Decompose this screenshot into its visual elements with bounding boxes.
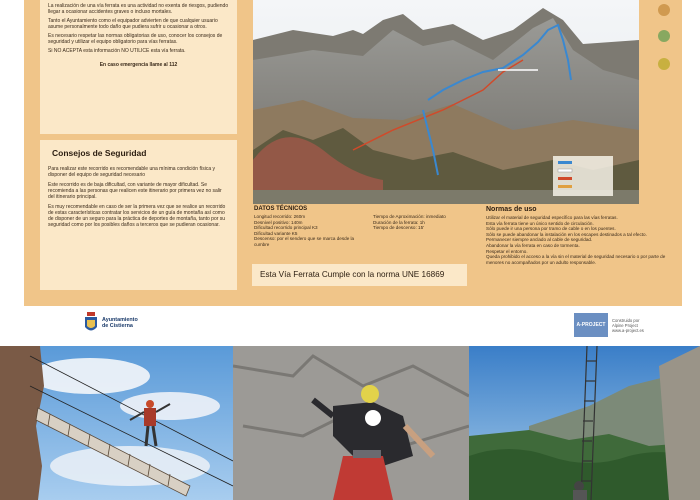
ladder-landscape-photo: [469, 346, 700, 500]
tech-item: Duración de la ferrata: 1h: [373, 219, 425, 225]
bridge-climber-photo: [0, 346, 233, 500]
tech-item: Descenso: por el sendero que se marca desde la cumbre: [254, 236, 355, 247]
alpine-line1: Construido por: [612, 317, 640, 323]
rule-item: Abandonar la vía ferrata en caso de tormenta.: [486, 242, 580, 248]
ayuntamiento-logo: [84, 312, 138, 334]
alpine-line3: www.a-project.es: [612, 327, 644, 333]
tech-item: Tiempo de descenso: 15': [373, 225, 425, 231]
route-topo-photo: [253, 0, 639, 204]
tech-item: Dificultad recorrido principal K3: [254, 225, 318, 231]
ferrata-info-sign: [24, 0, 682, 306]
tech-item: Tiempo de Aproximación: inmediato: [373, 214, 446, 219]
tech-item: Dificultad variante K5: [254, 230, 298, 236]
advice-title: Consejos de Seguridad: [52, 148, 147, 158]
rock-climber-photo: [233, 346, 469, 500]
alpine-line2: Alpine Project: [612, 322, 638, 328]
alpine-project-logo: [574, 313, 644, 337]
warning-text-4: Si NO ACEPTA esta información NO UTILICE esta vía ferrata.: [48, 48, 186, 54]
rule-item: Sólo puede ir una persona por tramo de cable o en los puentes.: [486, 226, 616, 232]
warning-text-1: La realización de una vía ferrata es una actividad no exenta de riesgos, pudiendo llegar a ocasionar accidentes graves o incluso mortales.: [48, 3, 229, 15]
pictogram-icons: [650, 0, 678, 90]
norma-label: Esta Vía Ferrata Cumple con la norma UNE 16869: [252, 264, 467, 286]
warning-panel: [40, 0, 237, 134]
rules-title: Normas de uso: [486, 206, 537, 213]
rule-item: Queda prohibido el acceso a la vía sin el material de seguridad necesario o por parte de menores no acompañados por un adulto responsable.: [486, 254, 666, 265]
advice-panel: [40, 140, 237, 290]
alpine-badge: A-PROJECT: [574, 313, 608, 337]
warning-text-2: Tanto el Ayuntamiento como el equipador advierten de que cualquier usuario asume personalmente todo daño que pudiera sufrir u ocasionar a otros.: [48, 18, 218, 30]
rule-item: Utilizar el material de seguridad específico para las vías ferratas.: [486, 215, 618, 220]
rule-item: Respetar el entorno.: [486, 248, 528, 254]
rule-item: Permanecer siempre anclado al cable de seguridad.: [486, 237, 593, 243]
advice-text-2: Este recorrido es de baja dificultad, con variante de mayor dificultad. Se recomienda a las personas que realicen este itinerario por primera vez no salir del itinerario principal.: [48, 182, 222, 200]
tech-item: Longitud recorrido: 260m: [254, 214, 306, 219]
warning-text-3: Es necesario respetar las normas obligatorias de uso, conocer los consejos de seguridad y utilizar el equipo obligatorio para vías ferratas.: [48, 33, 223, 45]
ayuntamiento-line2: de Cistierna: [102, 323, 133, 329]
rule-item: Sólo se puede abandonar la instalación en los escapes destinados a tal efecto.: [486, 231, 647, 237]
coat-of-arms-icon: [84, 312, 98, 334]
rule-item: Esta vía ferrata tiene un único sentido de circulación.: [486, 220, 594, 226]
emergency-text: En caso emergencia llame al 112: [99, 62, 178, 68]
advice-text-3: Es muy recomendable en caso de ser la primera vez que se realice un recorrido de estas características contratar los servicios de un guía de montaña así como de disponer de un seguro para la práctica de deportes de montaña, tanto por su seguridad como por los posibles daños a terceros que se pudieran ocasionar.: [48, 204, 226, 228]
tech-title: DATOS TÉCNICOS: [254, 206, 308, 212]
advice-text-1: Para realizar este recorrido es recomendable una mínima condición física y disponer del equipo de seguridad necesario: [48, 166, 216, 178]
tech-item: Desnivel positivo: 140m: [254, 219, 303, 225]
ayuntamiento-line1: Ayuntamiento: [102, 317, 138, 323]
technical-data: [254, 206, 482, 248]
usage-rules: [486, 206, 678, 265]
